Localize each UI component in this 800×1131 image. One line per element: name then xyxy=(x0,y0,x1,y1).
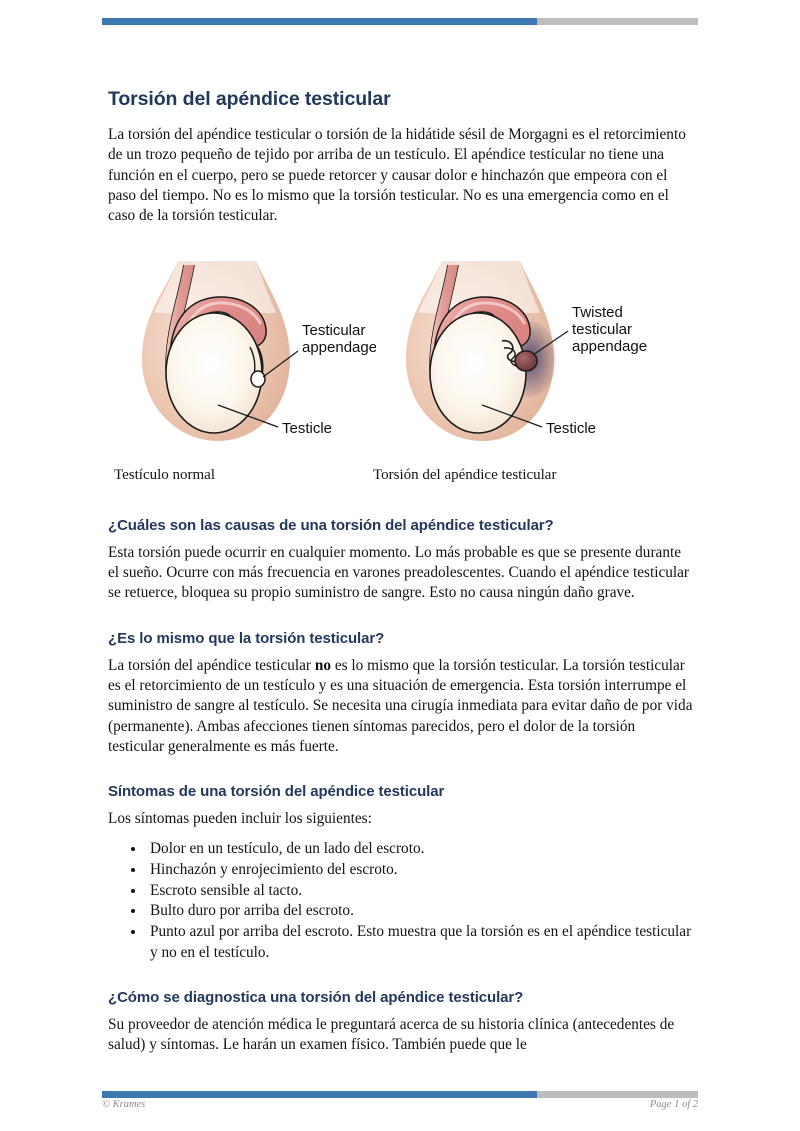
list-item: • Escroto sensible al tacto. xyxy=(146,881,694,901)
header-rule-grey-segment xyxy=(537,18,698,25)
page-footer xyxy=(102,1099,698,1110)
list-item: • Hinchazón y enrojecimiento del escroto. xyxy=(146,860,694,880)
paragraph-text-after-bold: es lo mismo que la torsión testicular. La torsión testicular es el retorcimiento de un testículo y es una situación de emergencia. Esta torsión interrumpe el suministro de sangre al testículo. Se necesita una cirugía inmediata para evitar daño de por vida (permanente). Ambas afecciones tienen síntomas parecidos, pero el dolor de la torsión testicular generalmente es más fuerte. xyxy=(108,656,693,756)
footer-rule-grey-segment xyxy=(537,1091,698,1098)
section-heading-sintomas: Síntomas de una torsión del apéndice testicular xyxy=(108,783,445,801)
section-heading-diagnostica: ¿Cómo se diagnostica una torsión del apéndice testicular? xyxy=(108,988,524,1006)
section-paragraph-diagnostica: Su proveedor de atención médica le preguntará acerca de su historia clínica (antecedentes de salud) y síntomas. Le harán un examen físico. También puede que le xyxy=(108,1015,675,1054)
intro-paragraph: La torsión del apéndice testicular o torsión de la hidátide sésil de Morgagni es el retorcimiento de un trozo pequeño de tejido por arriba de un testículo. El apéndice testicular no tiene una función en el cuerpo, pero se puede retorcer y causar dolor e hinchazón que empeora con el paso del tiempo. No es lo mismo que la torsión testicular. No es una emergencia como en el caso de la torsión testicular. xyxy=(108,126,686,225)
header-rule-bar xyxy=(102,18,698,25)
paragraph-bold-word: no xyxy=(314,656,332,674)
label-twisted-appendage-line3: appendage xyxy=(572,337,648,355)
paragraph-text-before-bold: La torsión del apéndice testicular xyxy=(108,656,315,674)
section-heading-causas: ¿Cuáles son las causas de una torsión del apéndice testicular? xyxy=(108,516,554,534)
label-testicle: Testicle xyxy=(546,419,597,437)
anatomy-figure xyxy=(108,255,694,451)
label-testicular-appendage-line1: Testicular xyxy=(302,321,366,339)
figure-caption-right: Torsión del apéndice testicular xyxy=(373,466,557,483)
header-rule-blue-segment xyxy=(102,18,537,25)
figure-captions xyxy=(108,467,694,491)
list-item: • Dolor en un testículo, de un lado del escroto. xyxy=(146,839,694,859)
section-paragraph-causas: Esta torsión puede ocurrir en cualquier momento. Lo más probable es que se presente durante el sueño. Ocurre con más frecuencia en varones preadolescentes. Cuando el apéndice testicular se retuerce, bloquea su propio suministro de sangre. Esto no causa ningún daño grave. xyxy=(108,543,690,602)
footer-rule-bar xyxy=(102,1091,698,1098)
label-testicular-appendage-line2: appendage xyxy=(302,338,376,356)
label-twisted-appendage-line1: Twisted xyxy=(572,303,623,321)
label-testicle: Testicle xyxy=(282,419,333,437)
twisted-appendage-illustration xyxy=(390,255,670,456)
document-content xyxy=(108,88,694,1058)
section-paragraph-mismo xyxy=(108,656,694,758)
section-paragraph-sintomas: Los síntomas pueden incluir los siguientes: xyxy=(108,810,372,828)
footer-rule-blue-segment xyxy=(102,1091,537,1098)
footer-page-number: Page 1 of 2 xyxy=(649,1099,698,1110)
symptoms-list xyxy=(108,839,694,963)
normal-testicle-illustration xyxy=(126,255,376,456)
section-heading-mismo: ¿Es lo mismo que la torsión testicular? xyxy=(108,629,385,647)
list-item: • Bulto duro por arriba del escroto. xyxy=(146,901,694,921)
footer-copyright: © Krames xyxy=(102,1099,146,1110)
page-title: Torsión del apéndice testicular xyxy=(108,88,391,110)
label-twisted-appendage-line2: testicular xyxy=(572,320,633,338)
list-item: • Punto azul por arriba del escroto. Esto muestra que la torsión es en el apéndice testicular y no en el testículo. xyxy=(146,922,694,963)
figure-caption-left: Testículo normal xyxy=(114,466,216,483)
